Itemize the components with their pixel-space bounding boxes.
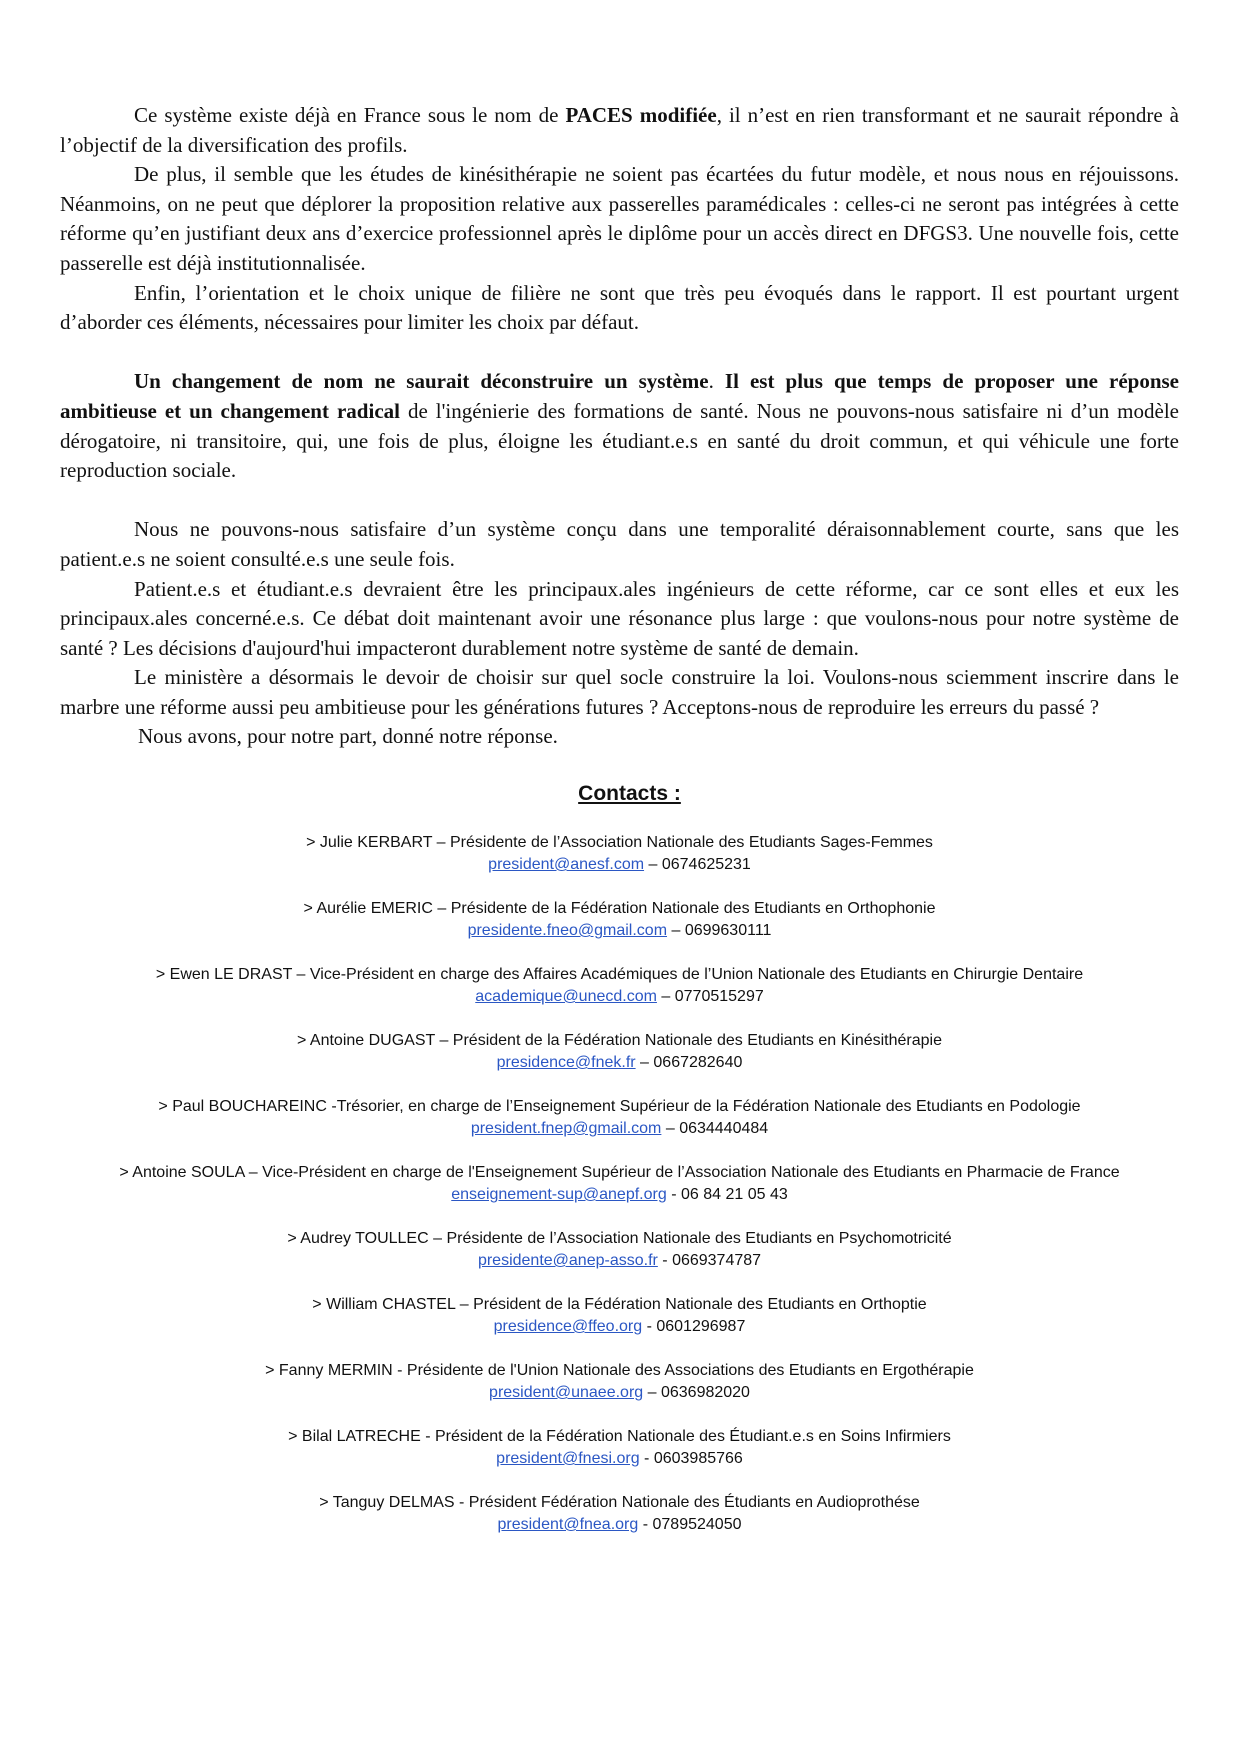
contact-email-link[interactable]: academique@unecd.com [475, 988, 657, 1006]
contact-phone: 06 84 21 05 43 [680, 1186, 788, 1204]
contact-person: > Julie KERBART – Présidente de l’Association Nationale des Etudiants Sages-Femmes [306, 834, 933, 852]
contact-entry: > Julie KERBART – Présidente de l’Association Nationale des Etudiants Sages-Femmes president@anesf.com – 0674625231 [60, 832, 1179, 876]
contact-phone: 0674625231 [661, 856, 751, 874]
contact-person: > Tanguy DELMAS - Président Fédération Nationale des Étudiants en Audioprothése [319, 1494, 920, 1512]
contact-person: > Paul BOUCHAREINC -Trésorier, en charge de l’Enseignement Supérieur de la Fédération Nationale des Etudiants en Podologie [158, 1098, 1081, 1116]
contact-email-link[interactable]: presidente@anep-asso.fr [477, 1252, 658, 1270]
contact-person: > Ewen LE DRAST – Vice-Président en charge des Affaires Académiques de l’Union Nationale des Etudiants en Chirurgie Dentaire [155, 966, 1084, 984]
paragraph-kine: De plus, il semble que les études de kinésithérapie ne soient pas écartées du futur modèle, et nous nous en réjouissons. Néanmoins, on ne peut que déplorer la proposition relative aux passerelles paramédicales : celles-ci ne seront pas intégrées à cette réforme qu’en justifiant deux ans d’exercice professionnel après le diplôme pour un accès direct en DFGS3. Une nouvelle fois, cette passerelle est déjà institutionnalisée. [60, 162, 1179, 275]
contact-email-link[interactable]: president@fnea.org [497, 1516, 639, 1534]
contact-entry: > Bilal LATRECHE - Président de la Fédération Nationale des Étudiant.e.s en Soins Infirmiers president@fnesi.org - 0603985766 [60, 1426, 1179, 1470]
contact-entry: > Aurélie EMERIC – Présidente de la Fédération Nationale des Etudiants en Orthophonie presidente.fneo@gmail.com – 0699630111 [60, 898, 1179, 942]
contact-entry: > William CHASTEL – Président de la Fédération Nationale des Etudiants en Orthoptie presidence@ffeo.org - 0601296987 [60, 1294, 1179, 1338]
contact-phone: 0601296987 [656, 1318, 746, 1336]
contact-entry: > Paul BOUCHAREINC -Trésorier, en charge de l’Enseignement Supérieur de la Fédération Nationale des Etudiants en Podologie president.fnep@gmail.com – 0634440484 [60, 1096, 1179, 1140]
contact-person: > Audrey TOULLEC – Présidente de l’Association Nationale des Etudiants en Psychomotricité [287, 1230, 952, 1248]
contact-email-link[interactable]: president@unaee.org [489, 1384, 644, 1402]
contacts-list [60, 832, 1179, 1536]
contact-person: > Bilal LATRECHE - Président de la Fédération Nationale des Étudiant.e.s en Soins Infirmiers [288, 1428, 951, 1446]
body-text [60, 101, 1179, 752]
contact-phone: 0789524050 [652, 1516, 742, 1534]
contact-email-link[interactable]: presidente.fneo@gmail.com [467, 922, 668, 940]
paragraph-temporalite: Nous ne pouvons-nous satisfaire d’un système conçu dans une temporalité déraisonnablement courte, sans que les patient.e.s ne soient consulté.e.s une seule fois. [60, 517, 1179, 571]
paragraph-patients: Patient.e.s et étudiant.e.s devraient être les principaux.ales ingénieurs de cette réforme, car ce sont elles et eux les principaux.ales concerné.e.s. Ce débat doit maintenant avoir une résonance plus large : que voulons-nous pour notre système de santé ? Les décisions d'aujourd'hui impacteront durablement notre système de santé de demain. [60, 576, 1179, 660]
contact-email-link[interactable]: president@anesf.com [488, 856, 645, 874]
contact-person: > Antoine SOULA – Vice-Président en charge de l'Enseignement Supérieur de l’Association Nationale des Etudiants en Pharmacie de France [119, 1164, 1120, 1182]
contact-phone: 0636982020 [660, 1384, 750, 1402]
paragraph-ministere: Le ministère a désormais le devoir de choisir sur quel socle construire la loi. Voulons-nous sciemment inscrire dans le marbre une réforme aussi peu ambitieuse pour les générations futures ? Acceptons-nous de reproduire les erreurs du passé ? [60, 665, 1179, 719]
paragraph-changement: Un changement de nom ne saurait déconstruire un système. Il est plus que temps de proposer une réponse ambitieuse et un changement radical de l'ingénierie des formations de santé. Nous ne pouvons-nous satisfaire ni d’un modèle dérogatoire, ni transitoire, qui, une fois de plus, éloigne les étudiant.e.s en santé du droit commun, et qui véhicule une forte reproduction sociale. [60, 369, 1179, 483]
contact-email-link[interactable]: presidence@ffeo.org [493, 1318, 643, 1336]
contact-entry: > Ewen LE DRAST – Vice-Président en charge des Affaires Académiques de l’Union Nationale des Etudiants en Chirurgie Dentaire academique@unecd.com – 0770515297 [60, 964, 1179, 1008]
contact-entry: > Fanny MERMIN - Présidente de l'Union Nationale des Associations des Etudiants en Ergothérapie president@unaee.org – 0636982020 [60, 1360, 1179, 1404]
contact-phone: 0669374787 [672, 1252, 762, 1270]
paragraph-reponse: Nous avons, pour notre part, donné notre réponse. [138, 724, 558, 749]
contact-email-link[interactable]: presidence@fnek.fr [496, 1054, 636, 1072]
contact-person: > Fanny MERMIN - Présidente de l'Union Nationale des Associations des Etudiants en Ergothérapie [265, 1362, 974, 1380]
contact-email-link[interactable]: president.fnep@gmail.com [470, 1120, 662, 1138]
contact-email-link[interactable]: president@fnesi.org [496, 1450, 640, 1468]
contact-entry: > Audrey TOULLEC – Présidente de l’Association Nationale des Etudiants en Psychomotricité presidente@anep-asso.fr - 0669374787 [60, 1228, 1179, 1272]
paragraph-paces: Ce système existe déjà en France sous le nom de PACES modifiée, il n’est en rien transformant et ne saurait répondre à l’objectif de la diversification des profils. [60, 103, 1179, 157]
contact-person: > Antoine DUGAST – Président de la Fédération Nationale des Etudiants en Kinésithérapie [297, 1032, 942, 1050]
contact-phone: 0667282640 [653, 1054, 743, 1072]
contact-phone: 0770515297 [674, 988, 764, 1006]
contact-person: > Aurélie EMERIC – Présidente de la Fédération Nationale des Etudiants en Orthophonie [303, 900, 936, 918]
contact-entry: > Antoine SOULA – Vice-Président en charge de l'Enseignement Supérieur de l’Association Nationale des Etudiants en Pharmacie de France enseignement-sup@anepf.org - 06 84 21 05 43 [60, 1162, 1179, 1206]
contact-phone: 0634440484 [679, 1120, 769, 1138]
contact-phone: 0603985766 [653, 1450, 743, 1468]
contact-entry: > Antoine DUGAST – Président de la Fédération Nationale des Etudiants en Kinésithérapie presidence@fnek.fr – 0667282640 [60, 1030, 1179, 1074]
contact-phone: 0699630111 [684, 922, 772, 940]
contact-person: > William CHASTEL – Président de la Fédération Nationale des Etudiants en Orthoptie [312, 1296, 927, 1314]
contacts-heading: Contacts : [578, 782, 681, 806]
contact-email-link[interactable]: enseignement-sup@anepf.org [451, 1186, 667, 1204]
paragraph-orientation: Enfin, l’orientation et le choix unique de filière ne sont que très peu évoqués dans le rapport. Il est pourtant urgent d’aborder ces éléments, nécessaires pour limiter les choix par défaut. [60, 280, 1179, 335]
paces-bold: PACES modifiée [565, 103, 717, 127]
contact-entry: > Tanguy DELMAS - Président Fédération Nationale des Étudiants en Audioprothése president@fnea.org - 0789524050 [60, 1492, 1179, 1536]
